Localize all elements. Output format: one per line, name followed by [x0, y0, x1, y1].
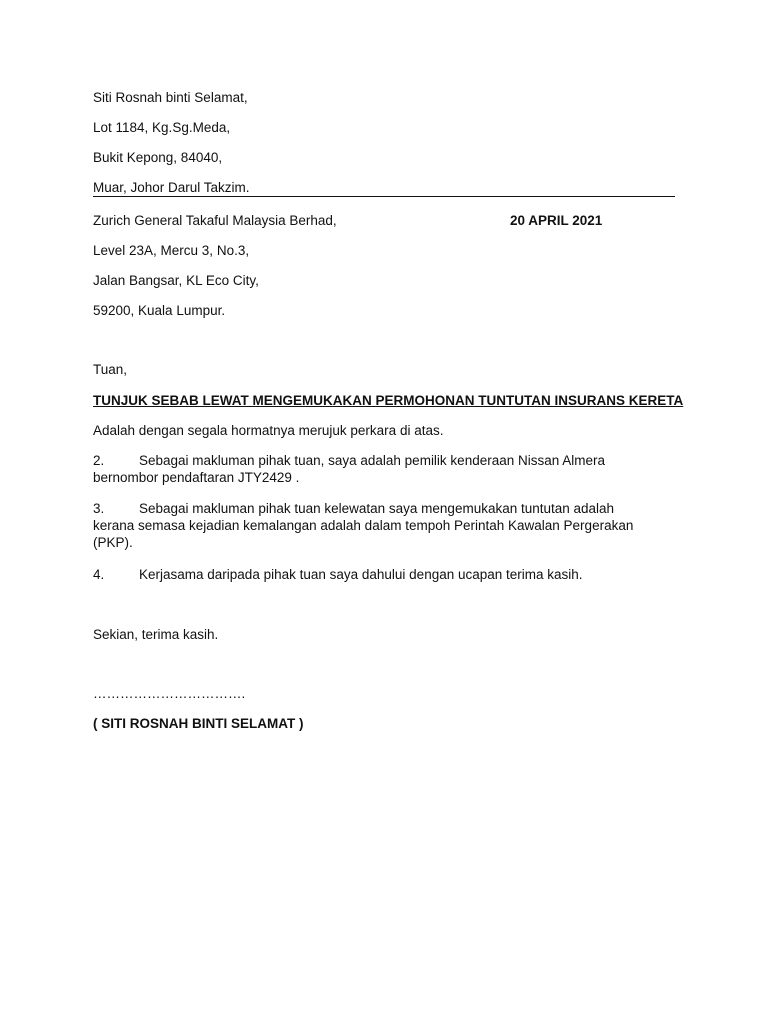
paragraph-number: 2.: [93, 453, 105, 468]
signature-line: …………………………….: [93, 686, 246, 701]
paragraph-number: 4.: [93, 567, 105, 582]
sender-address-line-2: Bukit Kepong, 84040,: [93, 150, 223, 165]
salutation: Tuan,: [93, 362, 128, 377]
paragraph-text: Sebagai makluman pihak tuan, saya adalah pemilik kenderaan Nissan Almera: [139, 453, 606, 468]
header-divider: [93, 196, 675, 197]
paragraph-2-continuation: bernombor pendaftaran JTY2429 .: [93, 470, 300, 485]
paragraph-number: 3.: [93, 501, 105, 516]
recipient-address-line-2: Jalan Bangsar, KL Eco City,: [93, 273, 259, 288]
paragraph-text: Sebagai makluman pihak tuan kelewatan saya mengemukakan tuntutan adalah: [139, 501, 615, 516]
recipient-address-line-3: 59200, Kuala Lumpur.: [93, 303, 226, 318]
sender-address-line-1: Lot 1184, Kg.Sg.Meda,: [93, 120, 231, 135]
opening-paragraph: Adalah dengan segala hormatnya merujuk perkara di atas.: [93, 423, 444, 438]
letter-subject: TUNJUK SEBAB LEWAT MENGEMUKAKAN PERMOHONAN TUNTUTAN INSURANS KERETA: [93, 393, 684, 408]
paragraph-3-continuation: kerana semasa kejadian kemalangan adalah dalam tempoh Perintah Kawalan Pergerakan (PKP).: [93, 518, 634, 550]
sender-address-line-3: Muar, Johor Darul Takzim.: [93, 180, 250, 195]
signatory-name: ( SITI ROSNAH BINTI SELAMAT ): [93, 716, 304, 731]
recipient-name: Zurich General Takaful Malaysia Berhad,: [93, 213, 337, 228]
closing-remark: Sekian, terima kasih.: [93, 627, 219, 642]
paragraph-4-first-line: [93, 566, 673, 583]
letter-date: 20 APRIL 2021: [510, 213, 603, 228]
paragraph-2-first-line: [93, 452, 673, 469]
paragraph-4: [93, 566, 673, 583]
recipient-address-line-1: Level 23A, Mercu 3, No.3,: [93, 243, 250, 258]
paragraph-2: [93, 452, 673, 486]
paragraph-text: Kerjasama daripada pihak tuan saya dahului dengan ucapan terima kasih.: [139, 567, 583, 582]
sender-name: Siti Rosnah binti Selamat,: [93, 90, 248, 105]
paragraph-3: [93, 500, 673, 551]
paragraph-3-first-line: [93, 500, 673, 517]
